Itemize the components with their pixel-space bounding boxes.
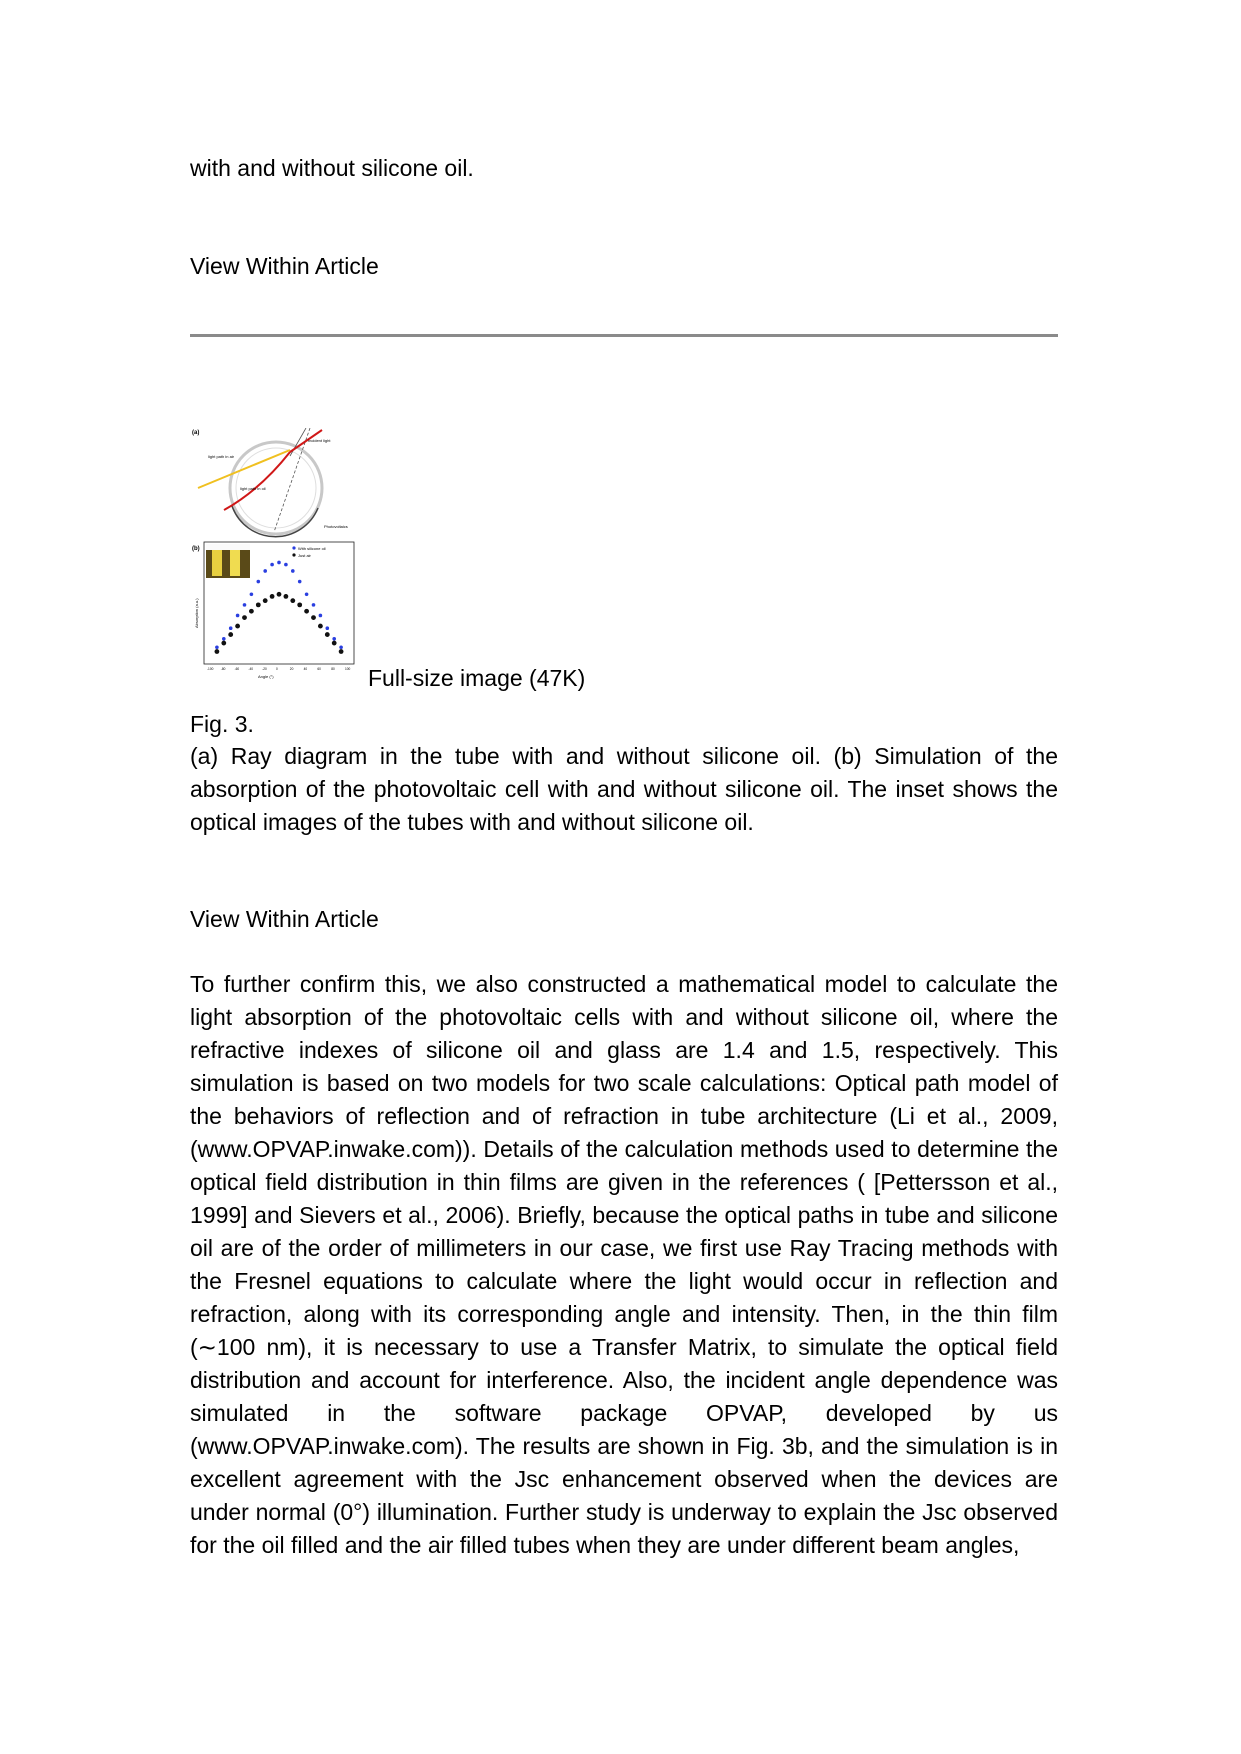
- with-oil-point: [312, 603, 316, 607]
- just-air-point: [297, 602, 302, 607]
- x-tick-label: 20: [289, 667, 294, 671]
- x-tick-label: 40: [303, 667, 308, 671]
- panel-a-label: (a): [192, 430, 200, 436]
- light-path-oil-label: light path in oil: [240, 486, 266, 491]
- just-air-point: [270, 594, 275, 599]
- with-oil-point: [319, 614, 323, 618]
- with-oil-point: [332, 637, 336, 641]
- x-tick-label: -100: [207, 667, 214, 671]
- just-air-point: [242, 615, 247, 620]
- just-air-point: [290, 598, 295, 603]
- figure-label: Fig. 3.: [190, 711, 254, 737]
- just-air-point: [221, 641, 226, 646]
- section-divider: [190, 334, 1058, 337]
- just-air-point: [339, 649, 344, 654]
- with-oil-point: [326, 626, 330, 630]
- with-oil-point: [284, 563, 288, 567]
- legend-just-air: Just air: [298, 553, 311, 558]
- x-tick-label: 60: [317, 667, 321, 671]
- just-air-point: [325, 632, 330, 637]
- x-tick-label: -40: [248, 667, 254, 671]
- with-oil-point: [305, 592, 309, 596]
- just-air-point: [263, 598, 268, 603]
- just-air-point: [304, 609, 309, 614]
- view-within-article-link[interactable]: View Within Article: [190, 253, 379, 279]
- figure-caption: (a) Ray diagram in the tube with and without silicone oil. (b) Simulation of the absorption of the photovoltaic cell with and without silicone oil. The inset shows the optical images of the tubes with and without silicone oil.: [190, 743, 1058, 835]
- just-air-point: [277, 592, 282, 597]
- with-oil-point: [236, 614, 240, 618]
- with-oil-point: [229, 626, 233, 630]
- just-air-point: [332, 641, 337, 646]
- inset-photo: [206, 544, 250, 578]
- full-size-image-link[interactable]: Full-size image (47K): [368, 665, 586, 691]
- legend-with-oil: With silicone oil: [298, 546, 326, 551]
- photovoltaics-label: Photovoltaics: [324, 524, 348, 529]
- just-air-point: [318, 624, 323, 629]
- view-within-article-link-2[interactable]: View Within Article: [190, 906, 379, 932]
- with-oil-point: [222, 637, 226, 641]
- with-oil-point: [215, 645, 219, 649]
- light-path-in-oil: [224, 452, 290, 510]
- x-tick-label: -60: [234, 667, 240, 671]
- x-axis-label: Angle (°): [258, 674, 274, 679]
- x-tick-labels: [207, 667, 351, 671]
- x-tick-label: -20: [262, 667, 267, 671]
- just-air-point: [228, 632, 233, 637]
- body-paragraph: To further confirm this, we also constructed a mathematical model to calculate the light absorption of the photovoltaic cells with and without silicone oil, where the refractive indexes of silicone oil and glass are 1.4 and 1.5, respectively. This simulation is based on two models for two scale calculations: Optical path model of the behaviors of reflection and of refraction in tube architecture (Li et al., 2009, (www.OPVAP.inwake.com)). Details of the calculation methods used to determine the optical field distribution in thin films are given in the references ( [Pettersson et al., 1999] and Sievers et al., 2006). Briefly, because the optical paths in tube and silicone oil are of the order of millimeters in our case, we first use Ray Tracing methods with the Fresnel equations to calculate where the light would occur in reflection and refraction, along with its corresponding angle and intensity. Then, in the thin film (∼100 nm), it is necessary to use a Transfer Matrix, to simulate the optical field distribution and account for interference. Also, the incident angle dependence was simulated in the software package OPVAP, developed by us (www.OPVAP.inwake.com). The results are shown in Fig. 3b, and the simulation is in excellent agreement with the Jsc enhancement observed when the devices are under normal (0°) illumination. Further study is underway to explain the Jsc observed for the oil filled and the air filled tubes when they are under different beam angles,: [190, 971, 1058, 1558]
- light-path-air-label: light path in air: [208, 454, 235, 459]
- x-tick-label: 100: [345, 667, 351, 671]
- with-oil-point: [270, 563, 274, 567]
- just-air-point: [311, 615, 316, 620]
- x-tick-label: 80: [331, 667, 335, 671]
- just-air-point: [256, 602, 261, 607]
- x-tick-label: 0: [276, 667, 278, 671]
- just-air-point: [249, 609, 254, 614]
- legend: [292, 546, 325, 558]
- with-oil-point: [277, 561, 281, 565]
- with-oil-point: [291, 569, 295, 573]
- just-air-point: [215, 649, 220, 654]
- figure-3-thumbnail[interactable]: [190, 428, 360, 680]
- with-oil-point: [339, 645, 343, 649]
- with-oil-point: [298, 580, 302, 584]
- with-oil-point: [257, 580, 261, 584]
- y-axis-label: Absorption (a.u.): [194, 598, 199, 628]
- incident-light-label: Incident light: [308, 438, 331, 443]
- with-oil-point: [263, 569, 267, 573]
- just-air-point: [235, 624, 240, 629]
- with-oil-point: [243, 603, 247, 607]
- panel-b-label: (b): [192, 546, 200, 552]
- just-air-point: [284, 594, 289, 599]
- x-tick-label: -80: [220, 667, 226, 671]
- with-oil-point: [250, 592, 254, 596]
- continued-text: with and without silicone oil.: [190, 155, 474, 181]
